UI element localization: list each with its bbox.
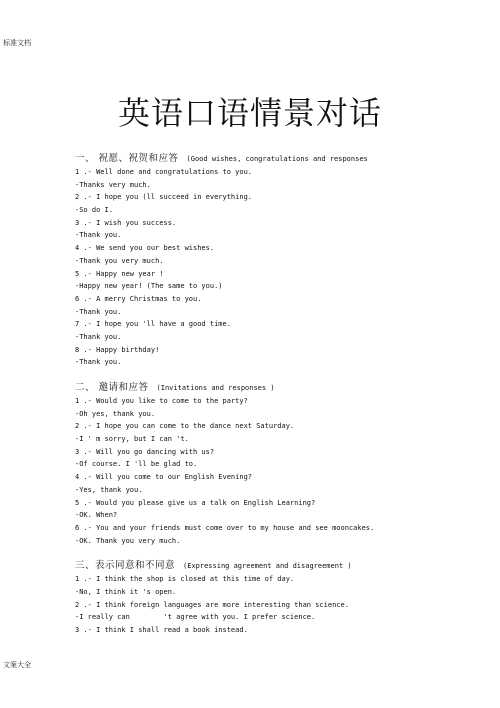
section-heading-cn: 一、 祝愿、祝贺和应答 [75,153,179,164]
dialogue-line: -Oh yes, thank you. [75,409,156,418]
page-title: 英语口语情景对话 [117,94,382,132]
dialogue-line: 6 .- You and your friends must come over to my house and see mooncakes. [75,523,375,532]
dialogue-line: -Thank you. [75,358,122,367]
dialogue-line: 3 .- I think I shall read a book instead. [75,626,248,634]
dialogue-line: 2 .- I think foreign languages are more interesting than science. [75,600,349,609]
document-body [75,148,475,645]
dialogue-line: 8 .- Happy birthday! [75,345,160,354]
dialogue-line: -No, I think it 's open. [75,587,177,596]
dialogue-line: 3 .- Will you go dancing with us? [75,447,215,456]
dialogue-line: -I ' m sorry, but I can 't. [75,435,189,444]
section-heading-cn: 二、 邀请和应答 [75,382,149,393]
dialogue-line: 2 .- I hope you can come to the dance next Saturday. [75,422,295,431]
section-agreement [75,555,475,636]
dialogue-line: -Thank you. [75,231,122,240]
section-heading-en: (Invitations and responses ) [156,384,275,392]
dialogue-line: -Yes, thank you. [75,485,143,494]
dialogue-line: -Thanks very much. [75,180,151,189]
section-heading-en: (Good wishes, congratulations and responses [186,155,368,163]
footer-mark: 文案大全 [3,661,31,669]
header-mark: 标准文档 [3,39,31,47]
dialogue-line: 1 .- Would you like to come to the party? [75,397,248,405]
dialogue-line: 6 .- A merry Christmas to you. [75,294,202,303]
dialogue-line: -So do I. [75,206,113,215]
dialogue-line: 7 .- I hope you 'll have a good time. [75,320,231,329]
dialogue-line: 1 .- I think the shop is closed at this time of day. [75,575,295,584]
section-heading-en: (Expressing agreement and disagreement ) [183,562,352,571]
section-heading-cn: 三、表示同意和不同意 [75,560,176,572]
section-good-wishes [75,148,475,369]
dialogue-line: -Thank you very much. [75,256,164,265]
dialogue-line: -OK. When? [75,511,118,520]
section-invitations [75,377,475,547]
dialogue-line: -Of course. I 'll be glad to. [75,460,198,469]
dialogue-line: 5 .- Happy new year ! [75,269,164,278]
dialogue-line: -Thank you. [75,307,122,316]
dialogue-line: 1 .- Well done and congratulations to you. [75,168,253,176]
dialogue-line: 2 .- I hope you (ll succeed in everything. [75,193,253,202]
section-heading [75,148,475,164]
dialogue-line: 5 .- Would you please give us a talk on English Learning? [75,498,316,507]
dialogue-line: -Happy new year! (The same to you.) [75,282,223,291]
dialogue-line: -Thank you. [75,332,122,341]
dialogue-line: -I really can 't agree with you. I prefer science. [75,613,316,622]
section-heading [75,377,475,393]
dialogue-line: -OK. Thank you very much. [75,536,181,545]
section-heading [75,555,475,571]
dialogue-line: 4 .- Will you come to our English Evening? [75,473,253,482]
dialogue-line: 4 .- We send you our best wishes. [75,244,215,253]
dialogue-line: 3 .- I wish you success. [75,218,177,227]
